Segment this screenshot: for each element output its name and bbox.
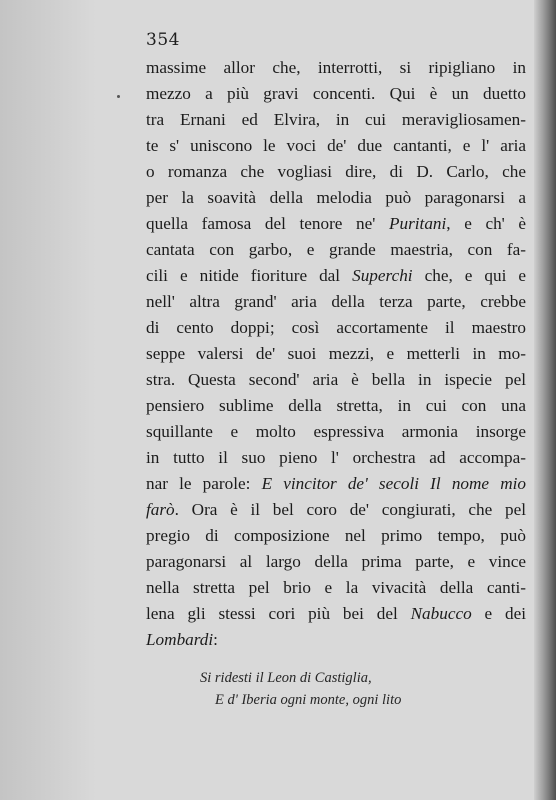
text-line: [146, 55, 526, 81]
text-line: [146, 185, 526, 211]
text-line: [146, 471, 526, 497]
text-segment: seppe valersi de' suoi mezzi, e metterli in mo-: [146, 344, 526, 363]
text-segment: :: [213, 630, 218, 649]
text-segment: o romanza che vogliasi dire, di D. Carlo, che: [146, 162, 526, 181]
body-text: [146, 55, 526, 653]
italic-title: E vincitor de' secoli Il nome mio: [261, 474, 526, 493]
text-segment: massime allor che, interrotti, si ripigliano in: [146, 58, 526, 77]
text-segment: nar le parole:: [146, 474, 262, 493]
text-segment: stra. Questa second' aria è bella in ispecie pel: [146, 370, 526, 389]
text-line: [146, 393, 526, 419]
italic-title: Nabucco: [410, 604, 472, 623]
page-number: 354: [146, 30, 180, 50]
text-segment: pregio di composizione nel primo tempo, può: [146, 526, 526, 545]
italic-title: farò: [146, 500, 175, 519]
text-segment: mezzo a più gravi concenti. Qui è un duetto: [146, 84, 526, 103]
text-line: [146, 81, 526, 107]
italic-title: Puritani: [388, 214, 447, 233]
text-segment: e dei: [471, 604, 526, 623]
text-line: [146, 237, 526, 263]
text-line: [146, 419, 526, 445]
italic-title: Lombardi: [146, 630, 214, 649]
text-line: [146, 627, 526, 653]
text-line: [146, 133, 526, 159]
text-segment: in tutto il suo pieno l' orchestra ad accompa-: [146, 448, 526, 467]
text-line: [146, 289, 526, 315]
text-segment: nell' altra grand' aria della terza parte, crebbe: [146, 292, 526, 311]
text-line: [146, 341, 526, 367]
page-edge-shadow: [534, 0, 556, 800]
text-segment: quella famosa del tenore ne': [146, 214, 389, 233]
text-segment: cantata con garbo, e grande maestria, con fa-: [146, 240, 526, 259]
text-segment: di cento doppi; così accortamente il maestro: [146, 318, 526, 337]
text-segment: te s' uniscono le voci de' due cantanti, e l' aria: [146, 136, 526, 155]
text-segment: , e ch' è: [446, 214, 527, 233]
italic-title: Superchi: [352, 266, 413, 285]
text-line: [146, 211, 526, 237]
text-line: [146, 263, 526, 289]
text-line: [146, 601, 526, 627]
text-line: [146, 367, 526, 393]
verse-line-1: Si ridesti il Leon di Castiglia,: [200, 670, 372, 686]
text-segment: paragonarsi al largo della prima parte, e vince: [146, 552, 526, 571]
text-line: [146, 523, 526, 549]
text-segment: . Ora è il bel coro de' congiurati, che pel: [174, 500, 526, 519]
text-line: [146, 497, 526, 523]
verse-line-2: E d' Iberia ogni monte, ogni lito: [215, 692, 402, 708]
text-segment: per la soavità della melodia può paragonarsi a: [146, 188, 526, 207]
text-line: [146, 159, 526, 185]
ink-speck: [117, 95, 120, 98]
text-segment: tra Ernani ed Elvira, in cui meravigliosamen-: [146, 110, 526, 129]
text-line: [146, 445, 526, 471]
binding-shadow: [0, 0, 96, 800]
text-line: [146, 575, 526, 601]
text-segment: lena gli stessi cori più bei del: [146, 604, 411, 623]
text-segment: squillante e molto espressiva armonia insorge: [146, 422, 526, 441]
text-segment: cili e nitide fioriture dal: [146, 266, 353, 285]
text-line: [146, 107, 526, 133]
text-line: [146, 315, 526, 341]
text-segment: che, e qui e: [412, 266, 526, 285]
text-segment: pensiero sublime della stretta, in cui con una: [146, 396, 526, 415]
text-line: [146, 549, 526, 575]
text-segment: nella stretta pel brio e la vivacità della canti-: [146, 578, 526, 597]
